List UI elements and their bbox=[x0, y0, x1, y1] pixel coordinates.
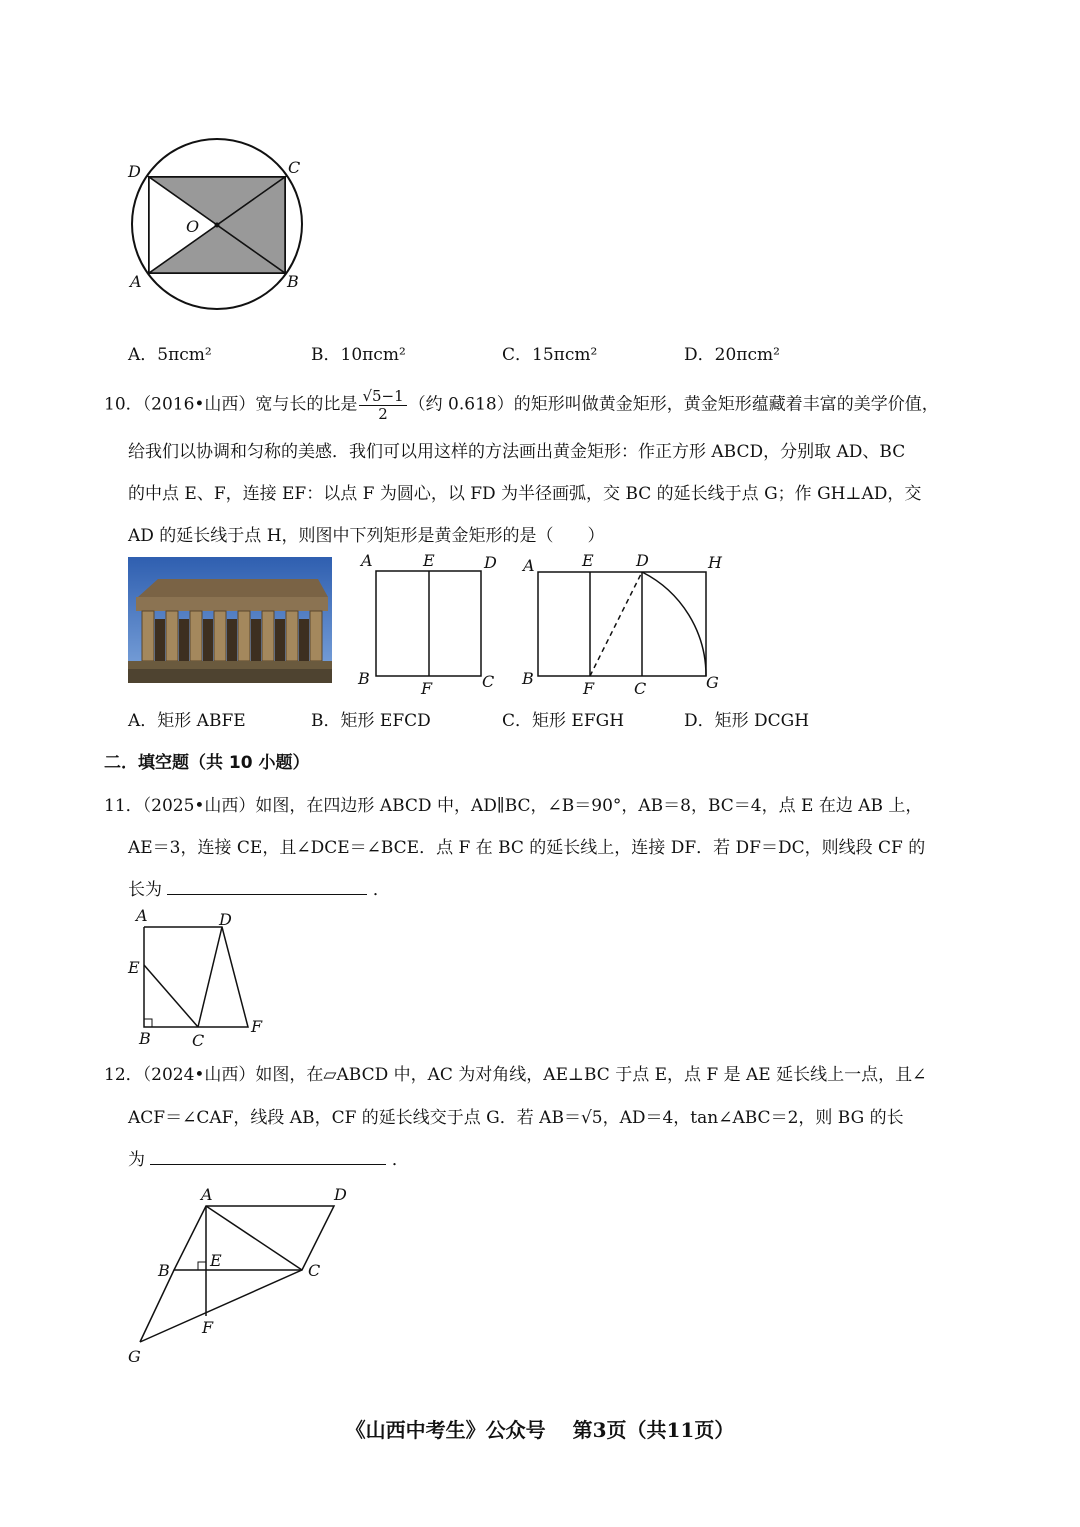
q12-prefix: 为 bbox=[128, 1150, 145, 1170]
q9-label-a: A bbox=[130, 272, 142, 291]
q9-label-b: B bbox=[287, 272, 299, 291]
fig3-label-a: A bbox=[523, 556, 535, 575]
option-value: 15πcm² bbox=[532, 345, 598, 365]
fig3-label-c: C bbox=[634, 679, 647, 698]
arc-dg bbox=[642, 572, 706, 676]
option-letter: B． bbox=[311, 711, 341, 731]
option-value: 矩形 ABFE bbox=[157, 711, 246, 731]
option-letter: A． bbox=[128, 711, 158, 731]
segment-cg bbox=[140, 1270, 302, 1342]
q11-label-f: F bbox=[251, 1017, 263, 1036]
q9-label-d: D bbox=[128, 162, 141, 181]
q12-label-f: F bbox=[202, 1318, 214, 1337]
rectangle-abgh bbox=[538, 572, 706, 676]
q11-label-d: D bbox=[219, 910, 232, 929]
fig2-label-d: D bbox=[484, 553, 497, 572]
q9-option-c bbox=[502, 340, 597, 365]
q11-line-3 bbox=[128, 875, 390, 900]
fig2-label-f: F bbox=[421, 679, 433, 698]
q12-answer-blank[interactable] bbox=[150, 1148, 386, 1165]
option-value: 5πcm² bbox=[157, 345, 212, 365]
right-angle-mark bbox=[144, 1019, 152, 1027]
q10-option-c bbox=[502, 706, 624, 731]
segment-dc bbox=[198, 927, 222, 1027]
q9-option-a bbox=[128, 340, 212, 365]
q10-suffix: （约 0.618）的矩形叫做黄金矩形，黄金矩形蕴藏着丰富的美学价值， bbox=[408, 394, 939, 415]
q11-label-e: E bbox=[128, 958, 140, 977]
option-letter: D． bbox=[684, 345, 715, 365]
option-letter: C． bbox=[502, 345, 533, 365]
quadrilateral-abfd bbox=[144, 927, 248, 1027]
q9-label-o: O bbox=[186, 217, 200, 236]
option-letter: D． bbox=[684, 711, 715, 731]
q12-label-a: A bbox=[201, 1185, 213, 1204]
q12-label-d: D bbox=[334, 1185, 347, 1204]
q9-center-point bbox=[215, 223, 220, 228]
option-value: 矩形 EFCD bbox=[340, 711, 431, 731]
parthenon-photo bbox=[128, 557, 332, 683]
q9-option-d bbox=[684, 340, 780, 365]
q12-suffix: ． bbox=[391, 1150, 409, 1170]
fig3-label-f: F bbox=[583, 679, 595, 698]
q11-line-2: AE＝3，连接 CE，且∠DCE＝∠BCE．点 F 在 BC 的延长线上，连接 DF．若 DF＝DC，则线段 CF 的 bbox=[128, 838, 926, 858]
q9-figure bbox=[120, 135, 320, 315]
q10-option-a bbox=[128, 706, 246, 731]
q12-line-3 bbox=[128, 1145, 409, 1170]
q10-option-b bbox=[311, 706, 431, 731]
q11-label-c: C bbox=[192, 1031, 205, 1050]
q10-line-4: AD 的延长线于点 H，则图中下列矩形是黄金矩形的是（ ） bbox=[128, 526, 605, 546]
q11-label-a: A bbox=[136, 906, 148, 925]
option-letter: B． bbox=[311, 345, 341, 365]
q10-fraction bbox=[359, 388, 406, 422]
q11-figure bbox=[124, 905, 274, 1050]
fig3-label-e: E bbox=[582, 551, 594, 570]
q12-line-2: ACF＝∠CAF，线段 AB，CF 的延长线交于点 G．若 AB＝√5，AD＝4，tan∠ABC＝2，则 BG 的长 bbox=[128, 1108, 904, 1128]
q11-suffix: ． bbox=[372, 880, 390, 900]
right-angle-mark bbox=[198, 1262, 206, 1270]
q11-line-1: 11．（2025•山西）如图，在四边形 ABCD 中，AD∥BC，∠B＝90°，AB＝8，BC＝4，点 E 在边 AB 上， bbox=[104, 796, 923, 816]
q10-golden-figure bbox=[518, 548, 738, 698]
page-footer: 《山西中考生》公众号 第3页（共11页） bbox=[345, 1418, 735, 1442]
segment-bg bbox=[140, 1270, 174, 1342]
fig2-label-e: E bbox=[423, 551, 435, 570]
q12-label-c: C bbox=[308, 1261, 321, 1280]
q10-line-1 bbox=[104, 388, 939, 422]
fig3-label-d: D bbox=[636, 551, 649, 570]
q10-prefix: 10．（2016•山西）宽与长的比是 bbox=[104, 394, 358, 415]
fig2-label-c: C bbox=[482, 672, 495, 691]
option-letter: C． bbox=[502, 711, 533, 731]
fig3-label-b: B bbox=[522, 669, 534, 688]
option-value: 矩形 EFGH bbox=[532, 711, 625, 731]
segment-ec bbox=[144, 965, 198, 1027]
fig2-label-a: A bbox=[361, 551, 373, 570]
q9-option-b bbox=[311, 340, 406, 365]
option-value: 矩形 DCGH bbox=[714, 711, 810, 731]
fraction-numerator: √5−1 bbox=[359, 388, 406, 406]
q12-line-1: 12．（2024•山西）如图，在▱ABCD 中，AC 为对角线，AE⊥BC 于点 E，点 F 是 AE 延长线上一点，且∠ bbox=[104, 1065, 927, 1085]
q12-figure bbox=[124, 1180, 364, 1370]
fig3-label-g: G bbox=[706, 673, 719, 692]
q11-prefix: 长为 bbox=[128, 880, 162, 900]
fig2-label-b: B bbox=[358, 669, 370, 688]
q10-line-3: 的中点 E、F，连接 EF：以点 F 为圆心，以 FD 为半径画弧，交 BC 的延长线于点 G；作 GH⊥AD，交 bbox=[128, 484, 922, 504]
q9-label-c: C bbox=[288, 158, 301, 177]
q10-option-d bbox=[684, 706, 809, 731]
q10-line-2: 给我们以协调和匀称的美感．我们可以用这样的方法画出黄金矩形：作正方形 ABCD，分别取 AD、BC bbox=[128, 442, 906, 462]
dashed-fd bbox=[590, 572, 642, 676]
q11-label-b: B bbox=[139, 1029, 151, 1048]
q12-label-e: E bbox=[210, 1251, 222, 1270]
option-value: 20πcm² bbox=[714, 345, 780, 365]
q11-answer-blank[interactable] bbox=[167, 878, 367, 895]
option-value: 10πcm² bbox=[340, 345, 406, 365]
q12-label-g: G bbox=[128, 1347, 141, 1366]
q10-square-figure bbox=[355, 548, 505, 698]
fig3-label-h: H bbox=[708, 553, 722, 572]
q12-label-b: B bbox=[158, 1261, 170, 1280]
option-letter: A． bbox=[128, 345, 158, 365]
section-heading: 二．填空题（共 10 小题） bbox=[104, 753, 310, 773]
fraction-denominator: 2 bbox=[378, 404, 388, 423]
